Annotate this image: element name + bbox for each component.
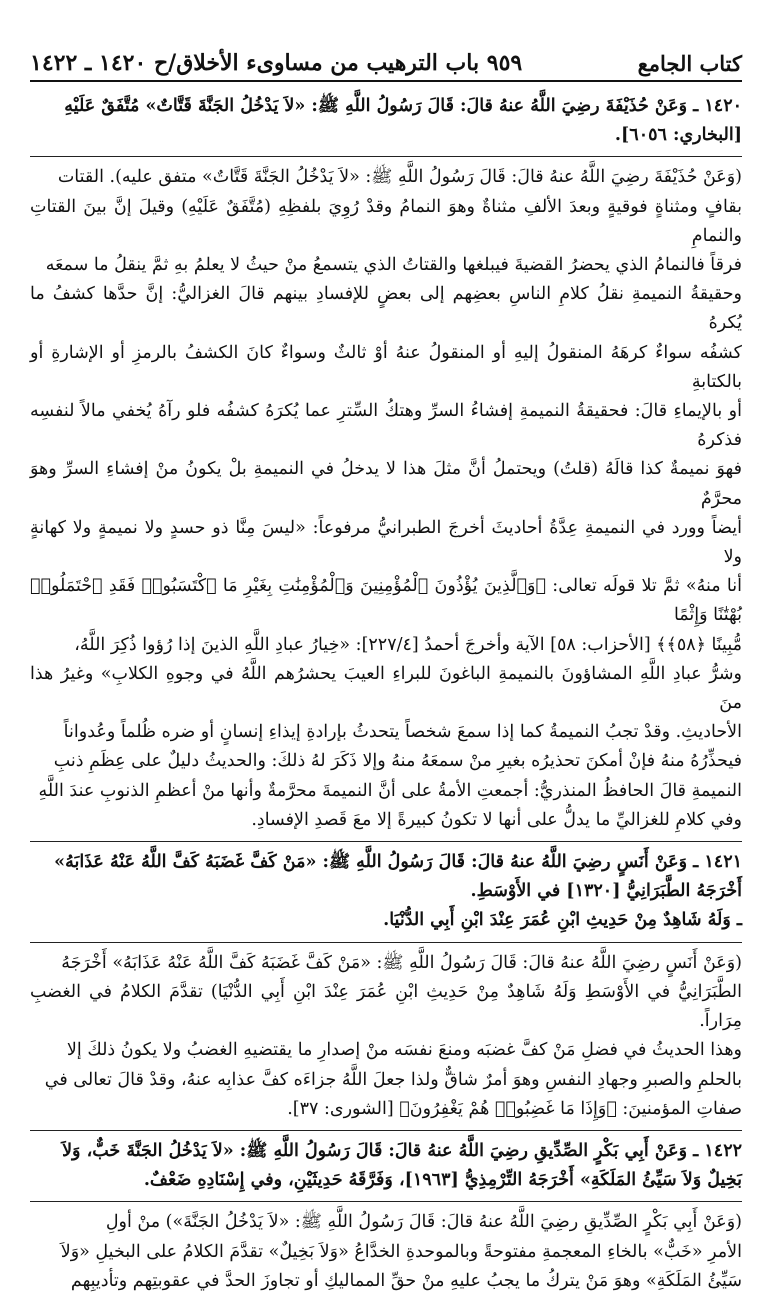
text-line: (وَعَنْ أَبِي بَكْرٍ الصِّدِّيقِ رضِيَ اللَّهُ عنهُ قالَ: قَالَ رَسُولُ اللَّهِ ﷺ: «لاَ يَدْخُلُ الجَنَّةَ») منْ أولِ [105, 1212, 742, 1233]
text-line: أَخْرَجَهُ الطَّبَرَانِيُّ [١٣٢٠] في الأَوْسَطِ. [470, 881, 742, 902]
hadith-1421 [30, 848, 742, 936]
text-line: صفاتِ المؤمنينَ: ﴿وَإِذَا مَا غَضِبُوا۟ هُمْ يَغْفِرُونَ﴾ [الشورى: ٣٧]. [287, 1098, 742, 1119]
section-divider [30, 1130, 742, 1131]
text-line: فيحذِّرُهُ منهُ فإنْ أمكنَ تحذيرُه بغيرِ منْ سمعَهُ منهُ وإلا ذَكَرَ لهُ ذلكَ: والحديثُ دليلٌ على عِظَمِ ذنبِ [53, 751, 742, 772]
text-line: [البخاري: ٦٠٥٦]. [614, 125, 742, 146]
book-page [30, 40, 742, 1296]
text-line: النميمةِ قالَ الحافظُ المنذريُّ: أجمعتِ الأمةُ على أنَّ النميمةَ محرَّمةٌ وأنها منْ أعظمِ الذنوبِ عندَ اللَّهِ [38, 780, 742, 801]
running-header [30, 40, 742, 82]
section-divider [30, 942, 742, 943]
page-body [30, 92, 742, 1296]
text-line: أنا منهُ» ثمَّ تلا قولَه تعالى: ﴿وَٱلَّذِينَ يُؤْذُونَ ٱلْمُؤْمِنِينَ وَٱلْمُؤْمِنَٰتِ بِغَيْرِ مَا ٱكْتَسَبُوا۟ فَقَدِ ٱحْتَمَلُوا۟ بُهْتَٰنًا وَإِثْمًا [30, 576, 742, 626]
hadith-1420 [30, 92, 742, 150]
text-line: بقافٍ ومثناةٍ فوقيةٍ وبعدَ الألفِ مثناةٌ وهوَ النمامُ وقدْ رُوِيَ بلفظِهِ (مُتَّفَقٌ عَلَيْهِ) وقيلَ إنَّ بينَ القتاتِ والنمامِ [30, 196, 742, 246]
commentary-1421 [30, 949, 742, 1124]
section-divider [30, 841, 742, 842]
text-line: ١٤٢٢ ـ وَعَنْ أَبِي بَكْرٍ الصِّدِّيقِ رضِيَ اللَّهُ عنهُ قالَ: قَالَ رَسُولُ اللَّهِ ﷺ: «لاَ يَدْخُلُ الجَنَّةَ خَبٌّ، وَلاَ [62, 1140, 742, 1161]
hadith-1422 [30, 1137, 742, 1195]
text-line: كشفُه سواءٌ كرهَهُ المنقولُ إليهِ أو المنقولُ عنهُ أوْ ثالثٌ وسواءٌ كانَ الكشفُ بالرمزِ أو الإشارةِ أو بالكتابةِ [30, 342, 742, 392]
text-line: الأحاديثِ. وقدْ تجبُ النميمةُ كما إذا سمعَ شخصاً يتحدثُ بإرادةِ إيذاءِ إنسانٍ أو ضره ظُلماً وعُدواناً [63, 722, 742, 743]
book-title: كتاب الجامع [637, 51, 742, 76]
text-line: ١٤٢٠ ـ وَعَنْ حُذَيْفَةَ رضِيَ اللَّهُ عنهُ قالَ: قَالَ رَسُولُ اللَّهِ ﷺ: «لاَ يَدْخُلُ الجَنَّةَ قَتَّاتٌ» مُتَّفَقٌ عَلَيْهِ [64, 96, 742, 116]
text-line: بَخِيلٌ وَلاَ سَيِّئُ المَلَكَةِ» أَخْرَجَهُ التِّرْمِذِيُّ [١٩٦٣]، وَفَرَّقَهُ حَدِيثَيْنِ، وفي إِسْنَادِهِ ضَعْفٌ. [143, 1170, 742, 1191]
text-line: وهذا الحديثُ في فضلِ مَنْ كفَّ غضبَه ومنعَ نفسَه منْ إصدارِ ما يقتضيهِ الغضبُ ولا يكونُ ذلكَ إلا [66, 1040, 742, 1061]
text-line: أو بالإيماءِ قالَ: فحقيقةُ النميمةِ إفشاءُ السرِّ وهتكُ السِّترِ عما يُكرَهُ كشفُه فلو رآهُ يُخفي مالاً لنفسِه فذكرهُ [30, 401, 742, 451]
text-line: الأمرِ «خَبٌّ» بالخاءِ المعجمةِ مفتوحةً وبالموحدةِ الخدَّاعُ «وَلاَ بَخِيلٌ» تقدَّمَ الكلامُ على البخيلِ «وَلاَ [60, 1241, 742, 1262]
text-line: فهوَ نميمةٌ كذا قالَهُ (قلتُ) ويحتملُ أنَّ مثلَ هذا لا يدخلُ في النميمةِ بلْ يكونُ منْ إفشاءِ السرِّ وهوَ محرَّمٌ [30, 459, 742, 509]
commentary-1420 [30, 163, 742, 835]
text-line: سَيِّئُ المَلَكَةِ» وهوَ مَنْ يتركُ ما يجبُ عليهِ منْ حقِّ المماليكِ أو تجاوزَ الحدَّ في عقوبتِهم وتأديبِهم [70, 1270, 742, 1291]
text-line: الطَّبَرَانِيُّ في الأَوْسَطِ وَلَهُ شَاهِدٌ مِنْ حَدِيثِ ابْنِ عُمَرَ عِنْدَ ابْنِ أَبِي الدُّنْيَا) تقدَّمَ الكلامُ في الغضبِ مِرَاراً. [30, 981, 742, 1032]
text-line: فرقاً فالنمامُ الذي يحضرُ القضيةَ فيبلغها والقتاتُ الذي يتسمعُ منْ حيثُ لا يعلمُ بهِ ثمَّ ينقلُ ما سمعَه [45, 255, 742, 276]
commentary-1422 [30, 1208, 742, 1296]
text-line: وشرُّ عبادِ اللَّهِ المشاؤونَ بالنميمةِ الباغونَ للبراءِ العيبَ يحشرُهم اللَّهُ في وجوهِ الكلابِ» وغيرُ هذا منَ [30, 663, 742, 714]
text-line: (وَعَنْ أَنَسٍ رضِيَ اللَّهُ عنهُ قالَ: قَالَ رَسُولُ اللَّهِ ﷺ: «مَنْ كَفَّ غَضَبَهُ كَفَّ اللَّهُ عَنْهُ عَذَابَهُ» أَخْرَجَهُ [61, 952, 742, 973]
text-line: مُّبِينًا ﴿٥٨﴾﴾ [الأحزاب: ٥٨] الآية وأخرجَ أحمدُ [٢٢٧/٤]: «خِيارُ عبادِ اللَّهِ الذينَ إذا رُؤوا ذُكِرَ اللَّهُ، [74, 634, 742, 655]
text-line: أيضاً وورد في النميمةِ عِدَّةُ أحاديثَ أخرجَ الطبرانيُّ مرفوعاً: «ليسَ مِنَّا ذو حسدٍ ولا نميمةٍ ولا كهانةٍ ولا [30, 517, 742, 568]
text-line: وحقيقةُ النميمةِ نقلُ كلامِ الناسِ بعضِهم إلى بعضٍ للإفسادِ بينهم قالَ الغزاليُّ: إنَّ حدَّها كشفُ ما يُكرهُ [30, 284, 742, 334]
text-line: وفي كلامِ للغزاليِّ ما يدلُّ على أنها لا تكونُ كبيرةً إلا معَ قَصدِ الإفسادِ. [251, 809, 742, 830]
text-line: ١٤٢١ ـ وَعَنْ أَنَسٍ رضِيَ اللَّهُ عنهُ قالَ: قَالَ رَسُولُ اللَّهِ ﷺ: «مَنْ كَفَّ غَضَبَهُ كَفَّ اللَّهُ عَنْهُ عَذَابَهُ» [54, 852, 742, 873]
text-line: ـ وَلَهُ شَاهِدٌ مِنْ حَدِيثِ ابْنِ عُمَرَ عِنْدَ ابْنِ أَبِي الدُّنْيَا. [383, 910, 742, 931]
section-divider [30, 156, 742, 157]
page-reference: ٩٥٩ باب الترهيب من مساوىء الأخلاق/ح ١٤٢٠ ـ ١٤٢٢ [30, 50, 523, 76]
text-line: (وَعَنْ حُذَيْفَةَ رضِيَ اللَّهُ عنهُ قالَ: قَالَ رَسُولُ اللَّهِ ﷺ: «لاَ يَدْخُلُ الجَنَّةَ قَتَّاتٌ» متفق عليه). القتات [57, 167, 742, 188]
section-divider [30, 1201, 742, 1202]
text-line: بالحلمِ والصبرِ وجهادِ النفسِ وهوَ أمرٌ شاقٌّ ولذا جعلَ اللَّهُ جزاءَه كفَّ عذابِه عنهُ، وقدْ قالَ تعالى في [44, 1069, 742, 1090]
